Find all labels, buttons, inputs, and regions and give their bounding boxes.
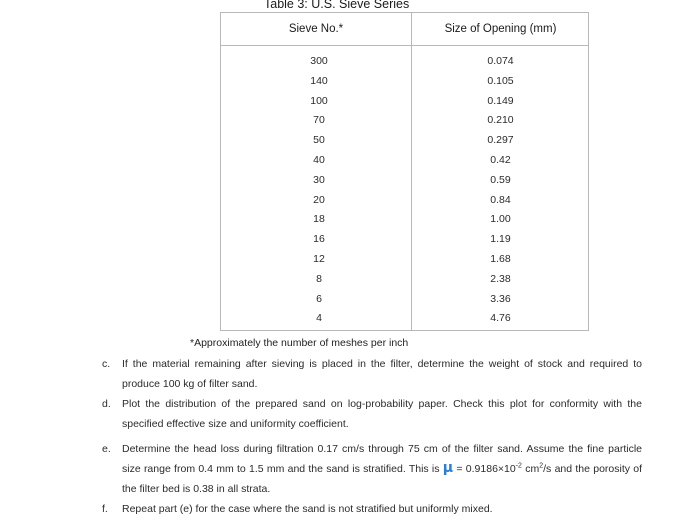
- question-e-text-before: Determine the head loss during filtration 0.17 cm/s through 75 cm of the filter sand. Assume the fine particle size range from 0.4 mm to 1.5 mm and the sand is stratified. This is: [122, 443, 642, 475]
- question-e-text: [122, 439, 642, 499]
- opening-size-cell: 1.68: [490, 252, 511, 265]
- question-c: [102, 354, 642, 394]
- table-row: [221, 55, 588, 75]
- opening-size-cell: 0.42: [490, 153, 511, 166]
- opening-size-cell: 2.38: [490, 272, 511, 285]
- sieve-number-cell: 140: [310, 74, 328, 87]
- header-size-of-opening: Size of Opening (mm): [444, 23, 557, 35]
- opening-size-cell: 0.297: [487, 134, 514, 147]
- header-sieve-no: Sieve No.*: [288, 23, 344, 35]
- opening-size-cell: 0.59: [490, 173, 511, 186]
- sieve-number-cell: 16: [313, 233, 325, 246]
- mu-unit: cm: [525, 463, 540, 475]
- table-row: [221, 95, 588, 115]
- table-header-row: [221, 13, 588, 46]
- question-f-text: Repeat part (e) for the case where the sand is not stratified but uniformly mixed.: [122, 503, 493, 515]
- table-row: [221, 154, 588, 174]
- sieve-number-cell: 70: [313, 114, 325, 127]
- question-c-letter: c.: [102, 358, 111, 370]
- question-d-letter: d.: [102, 398, 111, 410]
- table-footnote: *Approximately the number of meshes per inch: [190, 337, 409, 349]
- table-row: [221, 75, 588, 95]
- table-row: [221, 253, 588, 273]
- sieve-number-cell: 12: [313, 252, 325, 265]
- sieve-number-cell: 30: [313, 173, 325, 186]
- sieve-number-cell: 20: [313, 193, 325, 206]
- question-e-text-after: and the porosity of the filter bed is 0.38 in all strata.: [122, 463, 643, 495]
- sieve-number-cell: 18: [313, 213, 325, 226]
- sieve-table: [220, 12, 589, 331]
- opening-size-cell: 0.105: [487, 74, 514, 87]
- table-row: [221, 134, 588, 154]
- table-row: [221, 174, 588, 194]
- sieve-number-cell: 8: [316, 272, 322, 285]
- question-d: [102, 394, 642, 434]
- table-row: [221, 114, 588, 134]
- opening-size-cell: 1.00: [490, 213, 511, 226]
- question-e-letter: e.: [102, 443, 111, 455]
- table-row: [221, 213, 588, 233]
- sieve-number-cell: 40: [313, 153, 325, 166]
- question-f-letter: f.: [102, 503, 108, 515]
- opening-size-cell: 0.149: [487, 94, 514, 107]
- opening-size-cell: 0.84: [490, 193, 511, 206]
- sieve-number-cell: 100: [310, 94, 328, 107]
- mu-unit-tail: /s: [543, 463, 552, 475]
- question-c-text: If the material remaining after sieving is placed in the filter, determine the weight of stock and required to produce 100 kg of filter sand.: [122, 358, 642, 390]
- table-title: Table 3: U.S. Sieve Series: [264, 0, 410, 11]
- mu-exponent: -2: [515, 462, 522, 470]
- question-d-text: Plot the distribution of the prepared sand on log-probability paper. Check this plot for conformity with the specified effective size and uniformity coefficient.: [122, 398, 642, 430]
- sieve-number-cell: 4: [316, 312, 322, 325]
- opening-size-cell: 0.074: [487, 55, 514, 67]
- mu-symbol: μ: [442, 460, 454, 476]
- sieve-number-cell: 50: [313, 134, 325, 147]
- opening-size-cell: 1.19: [490, 233, 511, 246]
- opening-size-cell: 4.76: [490, 312, 511, 325]
- question-f: [102, 499, 642, 519]
- table-row: [221, 273, 588, 293]
- sieve-number-cell: 300: [310, 55, 328, 67]
- mu-unit-exponent: 2: [539, 462, 544, 470]
- opening-size-cell: 3.36: [490, 292, 511, 305]
- mu-value: = 0.9186×10: [456, 463, 516, 475]
- table-row: [221, 293, 588, 313]
- table-row: [221, 233, 588, 253]
- table-body: [221, 55, 588, 332]
- opening-size-cell: 0.210: [487, 114, 514, 127]
- table-row: [221, 194, 588, 214]
- question-e: [102, 439, 642, 499]
- table-row: [221, 312, 588, 332]
- sieve-number-cell: 6: [316, 292, 322, 305]
